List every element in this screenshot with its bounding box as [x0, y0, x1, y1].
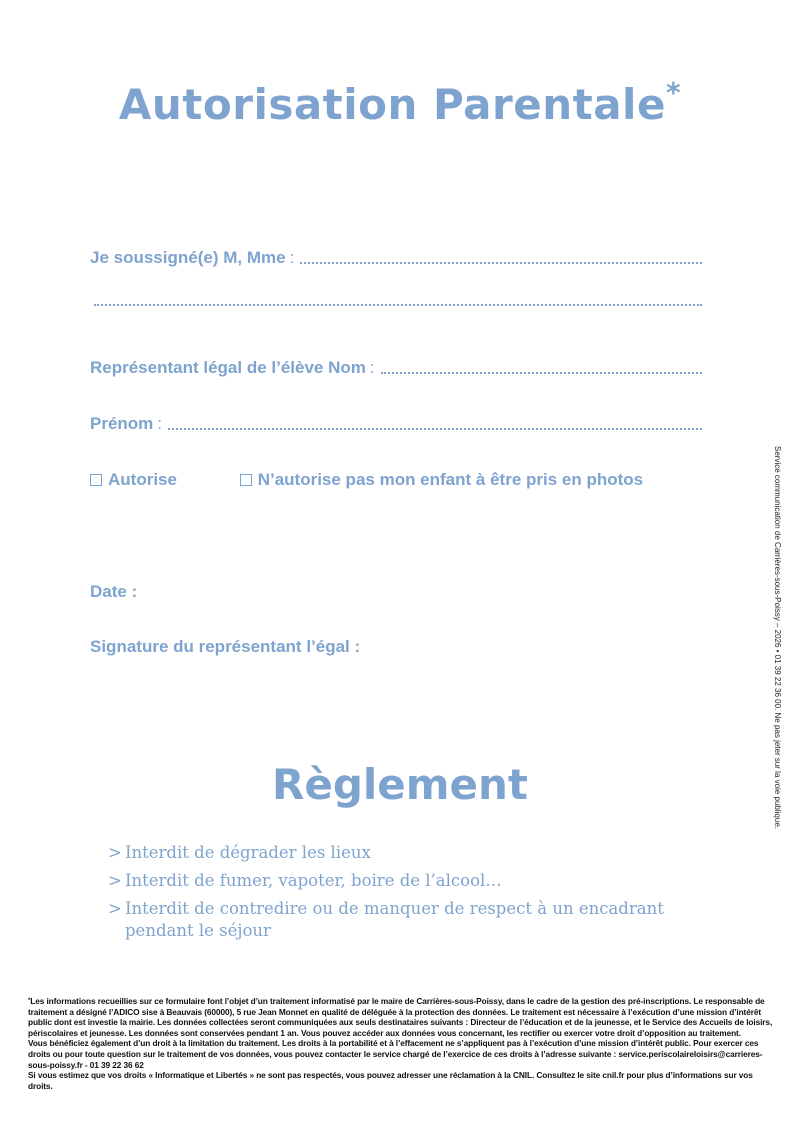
- name-colon: :: [289, 248, 295, 267]
- name-field[interactable]: [90, 248, 702, 268]
- date-label: Date :: [90, 582, 138, 601]
- firstname-field[interactable]: [90, 414, 702, 434]
- footnote-paragraph: [28, 996, 776, 1038]
- footnote-text: Les informations recueillies sur ce formulaire font l’objet d’un traitement informatisé par le maire de Carrières-sous-Poissy, dans le cadre de la gestion des pré-inscriptions. Le responsable de traitement a désigné l’ADICO sise à Beauvais (60000), 5 rue Jean Monnet en qualité de déléguée à la protection des données. Le traitement est nécessaire à l’exécution d’une mission d’intérêt public dont est investie la mairie. Les données collectées seront communiquées aux seuls destinataires suivants : Directeur de l’éducation et de la jeunesse, et le Service des Accueils de loisirs, périscolaires et jeunesse. Les données sont conservées pendant 1 an. Vous pouvez accéder aux données vous concernant, les rectifier ou exercer votre droit d’opposition au traitement.: [28, 996, 773, 1038]
- rule-marker: >: [108, 871, 122, 890]
- signature-label: Signature du représentant l’égal :: [90, 637, 361, 656]
- rules-list: [108, 842, 668, 948]
- rule-marker: >: [108, 843, 122, 862]
- reglement-title: Règlement: [272, 760, 528, 809]
- name-label: Je soussigné(e) M, Mme: [90, 248, 286, 267]
- name-continuation-dotted-line[interactable]: [94, 304, 702, 306]
- footnote-paragraph: Si vous estimez que vos droits « Informatique et Libertés » ne sont pas respectés, vous pouvez adresser une réclamation à la CNIL. Consultez le site cnil.fr pour plus d’informations sur vos droits.: [28, 1070, 753, 1091]
- representative-label: Représentant légal de l’élève Nom: [90, 358, 366, 377]
- side-note: [770, 446, 784, 846]
- not-authorize-option[interactable]: [240, 470, 643, 490]
- rule-text: Interdit de dégrader les lieux: [125, 843, 371, 862]
- authorize-label: Autorise: [108, 470, 177, 489]
- name-dotted-line[interactable]: [300, 262, 702, 264]
- rule-text: Interdit de fumer, vapoter, boire de l’alcool…: [125, 871, 502, 890]
- rule-item: [108, 870, 668, 892]
- footnote-asterisk: *: [28, 998, 31, 1004]
- page-title: [0, 76, 800, 129]
- representative-colon: :: [369, 358, 375, 377]
- representative-field[interactable]: [90, 358, 702, 378]
- rule-item: [108, 842, 668, 864]
- photo-consent-options: [90, 470, 643, 490]
- firstname-dotted-line[interactable]: [168, 428, 702, 430]
- not-authorize-label: N’autorise pas mon enfant à être pris en photos: [257, 470, 644, 489]
- rule-text: Interdit de contredire ou de manquer de respect à un encadrant pendant le séjour: [125, 899, 664, 940]
- not-authorize-checkbox[interactable]: [240, 474, 252, 486]
- representative-dotted-line[interactable]: [381, 372, 702, 374]
- firstname-colon: :: [157, 414, 163, 433]
- authorize-checkbox[interactable]: [90, 474, 102, 486]
- side-note-text: Service communication de Carrières-sous-Poissy – 2026 • 01 39 22 36 00. Ne pas jeter sur la voie publique.: [773, 446, 782, 830]
- firstname-label: Prénom: [90, 414, 154, 433]
- title-asterisk: *: [665, 76, 682, 109]
- legal-footnote: [28, 996, 776, 1091]
- footnote-paragraph: Vous bénéficiez également d’un droit à la limitation du traitement. Les droits à la portabilité et à l’effacement ne s’appliquent pas à l’exécution d’une mission d’intérêt public. Pour exercer ces droits ou pour toute question sur le traitement de vos données, vous pouvez contacter le service chargé de l’exercice de ces droits à l’adresse suivante : service.periscolaireloisirs@carrieres-sous-poissy.fr - 01 39 22 36 62: [28, 1038, 763, 1070]
- authorize-option[interactable]: [90, 470, 177, 490]
- page-title-text: Autorisation Parentale: [118, 80, 666, 129]
- name-continuation-field[interactable]: [94, 304, 702, 310]
- rule-marker: >: [108, 899, 122, 918]
- rule-item: [108, 898, 668, 942]
